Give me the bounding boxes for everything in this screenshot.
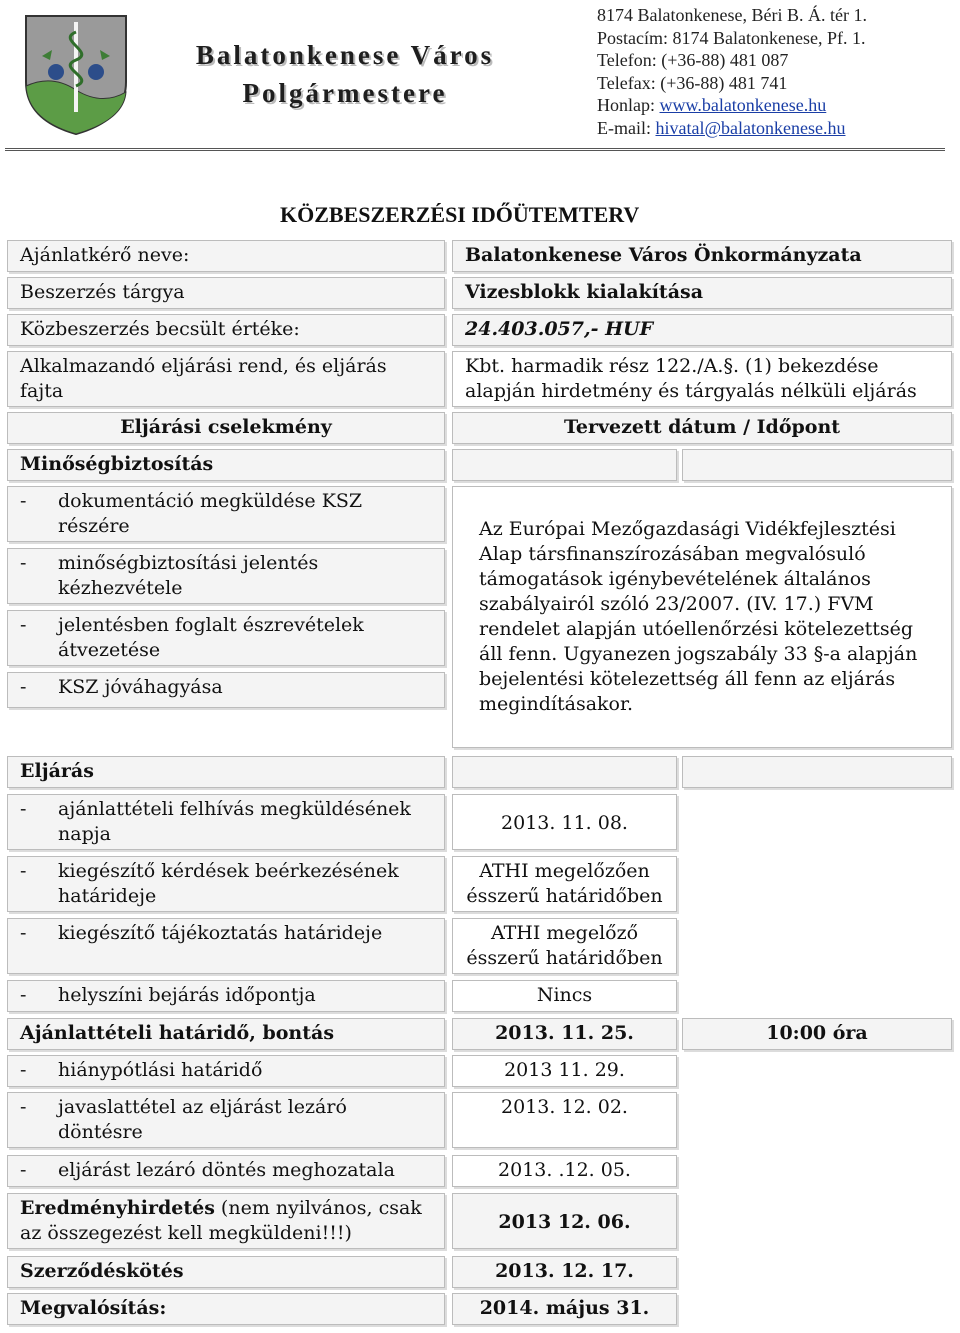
subject-value: Vizesblokk kialakítása [452,277,952,309]
procedure-heading: Eljárás [7,756,445,788]
quality-item: - minőségbiztosítási jelentés kézhezvétele [7,548,445,604]
procedure-item: - ajánlattételi felhívás megküldésének napja [7,794,445,850]
quality-item: - KSZ jóváhagyása [7,672,445,708]
procedure-item: - helyszíni bejárás időpontja [7,980,445,1012]
email-line: E-mail: hivatal@balatonkenese.hu [597,117,846,138]
procedure-item: - kiegészítő tájékoztatás határideje [7,918,445,974]
quality-heading: Minőségbiztosítás [7,449,445,481]
quality-date-blank-1 [452,449,677,481]
quality-note: Az Európai Mezőgazdasági Vidékfejlesztési Alap társfinanszírozásában megvalósuló támogatások igénybevételének általános szabályairól szóló 23/2007. (IV. 17.) FVM rendelet alapján utóellenőrzési kötelezettség áll fenn. Ugyanezen jogszabály 33 §-a alapján bejelentési kötelezettség áll fenn az eljárás megindításakor. [452,486,952,748]
quality-item: - dokumentáció megküldése KSZ részére [7,486,445,542]
estimate-label: Közbeszerzés becsült értéke: [7,314,445,346]
fax-line: Telefax: (+36-88) 481 741 [597,72,788,93]
completion-label: Megvalósítás: [7,1293,445,1325]
website-link[interactable]: www.balatonkenese.hu [659,95,827,115]
procedure-item: - kiegészítő kérdések beérkezésének határideje [7,856,445,912]
contract-label: Szerződéskötés [7,1256,445,1288]
after-date: 2013. 12. 02. [452,1092,677,1148]
procedure-type-label: Alkalmazandó eljárási rend, és eljárás fajta [7,351,445,407]
procedure-date: Nincs [452,980,677,1012]
quality-date-blank-2 [682,449,952,481]
city-crest-logo [22,12,130,136]
email-link[interactable]: hivatal@balatonkenese.hu [655,117,846,138]
after-item: - hiánypótlási határidő [7,1055,445,1087]
after-date: 2013 11. 29. [452,1055,677,1087]
after-item: - javaslattétel az eljárást lezáró döntésre [7,1092,445,1148]
procedure-date: ATHI megelőzően ésszerű határidőben [452,856,677,912]
after-item: - eljárást lezáró döntés meghozatala [7,1155,445,1187]
procedure-date: 2013. 11. 08. [452,794,677,850]
procedure-type-value: Kbt. harmadik rész 122./A.§. (1) bekezdése alapján hirdetmény és tárgyalás nélküli eljárás [452,351,952,407]
requester-label: Ajánlatkérő neve: [7,240,445,272]
completion-date: 2014. május 31. [452,1293,677,1325]
org-title [160,36,530,112]
subject-label: Beszerzés tárgya [7,277,445,309]
result-label: Eredményhirdetés (nem nyilvános, csak az összegezést kell megküldeni!!!) [7,1193,445,1249]
result-date: 2013 12. 06. [452,1193,677,1249]
col-head-action: Eljárási cselekmény [7,412,445,444]
deadline-date: 2013. 11. 25. [452,1018,677,1050]
col-head-date: Tervezett dátum / Időpont [452,412,952,444]
estimate-value: 24.403.057,- HUF [452,314,952,346]
quality-item: - jelentésben foglalt észrevételek átvezetése [7,610,445,666]
postal-line: Postacím: 8174 Balatonkenese, Pf. 1. [597,27,866,48]
deadline-label: Ajánlattételi határidő, bontás [7,1018,445,1050]
after-date: 2013. .12. 05. [452,1155,677,1187]
document-title: KÖZBESZERZÉSI IDŐÜTEMTERV [280,202,640,227]
procedure-date-blank-1 [452,756,677,788]
address-line: 8174 Balatonkenese, Béri B. Á. tér 1. [597,5,867,25]
header-divider [5,148,945,151]
requester-value: Balatonkenese Város Önkormányzata [452,240,952,272]
org-role: Polgármestere [242,78,448,108]
deadline-time: 10:00 óra [682,1018,952,1050]
org-name: Balatonkenese Város [195,40,495,70]
contact-block [597,4,867,139]
procedure-date: ATHI megelőző ésszerű határidőben [452,918,677,974]
phone-line: Telefon: (+36-88) 481 087 [597,50,789,70]
contract-date: 2013. 12. 17. [452,1256,677,1288]
procedure-date-blank-2 [682,756,952,788]
web-line: Honlap: www.balatonkenese.hu [597,95,827,115]
